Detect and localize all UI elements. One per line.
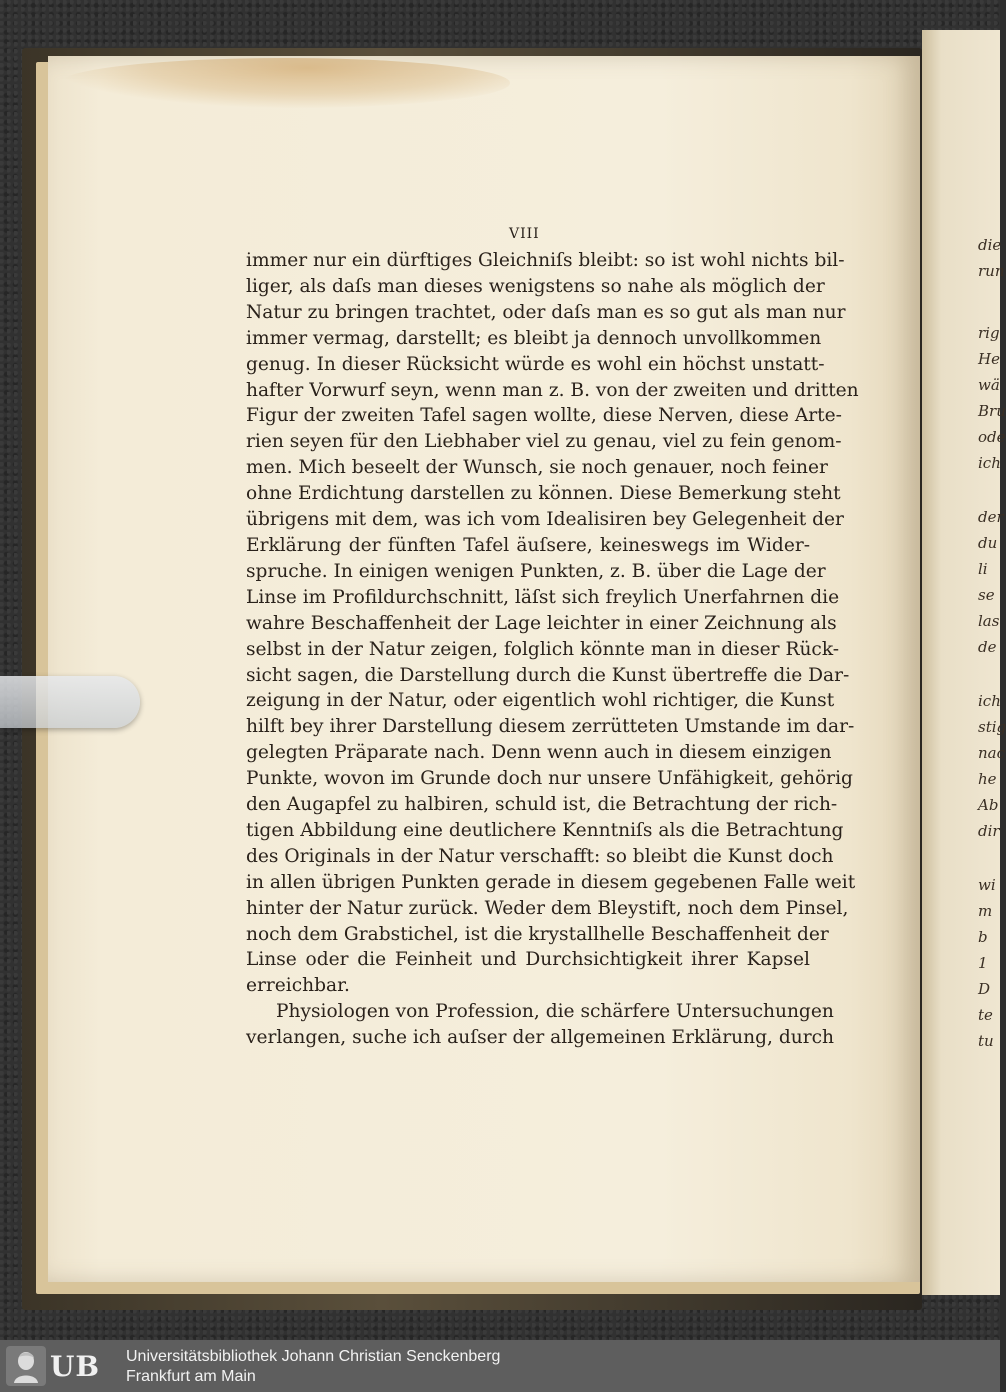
text-line: gelegten Präparate nach. Denn wenn auch in diesem einzigen [246, 742, 832, 764]
facing-page-fragment: 1 [978, 954, 988, 972]
page-holder-clip [0, 676, 140, 728]
text-line: men. Mich beseelt der Wunsch, sie noch genauer, noch feiner [246, 457, 828, 479]
facing-page-fragment: He [978, 350, 1000, 368]
facing-page-fragment: Ab [978, 796, 999, 814]
logo-text: UB [50, 1349, 101, 1383]
text-line: wahre Beschaffenheit der Lage leichter in einer Zeichnung als [246, 612, 837, 634]
facing-page-fragment: nac [978, 744, 1006, 762]
text-line: noch dem Grabstichel, ist die krystallhelle Beschaffenheit der [246, 923, 829, 945]
facing-page-fragment: stig [978, 718, 1006, 736]
library-name-line2: Frankfurt am Main [126, 1368, 256, 1385]
text-line: immer vermag, darstellt; es bleibt ja dennoch unvollkommen [246, 327, 822, 349]
text-line: übrigens mit dem, was ich vom Idealisiren bey Gelegenheit der [246, 509, 844, 531]
text-line: zeigung in der Natur, oder eigentlich wohl richtiger, die Kunst [246, 690, 835, 712]
facing-page-fragment: rig [978, 324, 1000, 342]
text-line: genug. In dieser Rücksicht würde es wohl ein höchst unstatt- [246, 353, 825, 375]
facing-page-fragment: ich [978, 454, 1001, 472]
text-line: Figur der zweiten Tafel sagen wollte, diese Nerven, diese Arte- [246, 405, 842, 427]
footer-bar [0, 1340, 1000, 1392]
text-line: immer nur ein dürftiges Gleichniſs bleibt: so ist wohl nichts bil- [246, 250, 845, 271]
text-line: hinter der Natur zurück. Weder dem Bleystift, noch dem Pinsel, [246, 897, 849, 919]
text-line: in allen übrigen Punkten gerade in diesem gegebenen Falle weit [246, 871, 856, 893]
facing-page-fragment: de [978, 638, 997, 656]
facing-page-fragment: m [978, 902, 993, 920]
facing-page-fragment: b [978, 928, 988, 946]
facing-page-fragment: wi [978, 876, 996, 894]
text-line: Natur zu bringen trachtet, oder daſs man es so gut als man nur [246, 301, 846, 323]
text-line: den Augapfel zu halbiren, schuld ist, die Betrachtung der rich- [246, 794, 838, 816]
facing-page-fragment: der [978, 508, 1004, 526]
text-line: Linse im Profildurchschnitt, läſst sich freylich Unerfahrnen die [246, 586, 840, 608]
text-line: rien seyen für den Liebhaber viel zu genau, viel zu fein genom- [246, 431, 842, 453]
text-line: verlangen, suche ich auſser der allgemeinen Erklärung, durch [246, 1027, 834, 1049]
facing-page-fragment: Bru [978, 402, 1006, 420]
text-line: hafter Vorwurf seyn, wenn man z. B. von der zweiten und dritten [246, 379, 859, 401]
facing-page [922, 30, 1000, 1295]
facing-page-fragment: las [978, 612, 1000, 630]
text-line: erreichbar. [246, 975, 350, 997]
body-text [246, 248, 859, 1051]
text-line: des Originals in der Natur verschafft: so bleibt die Kunst doch [246, 845, 834, 867]
text-line: selbst in der Natur zeigen, folglich könnte man in dieser Rück- [246, 638, 840, 660]
water-stain [60, 58, 510, 108]
facing-page-fragment: li [978, 560, 988, 578]
text-line: Punkte, wovon im Grunde doch nur unsere Unfähigkeit, gehörig [246, 768, 853, 790]
library-name-line1: Universitätsbibliothek Johann Christian Senckenberg [126, 1348, 501, 1365]
facing-page-fragment: dir [978, 822, 1000, 840]
text-line: tigen Abbildung eine deutlichere Kenntniſs als die Betrachtung [246, 819, 844, 841]
text-line: Linse oder die Feinheit und Durchsichtigkeit ihrer Kapsel [246, 949, 810, 971]
facing-page-fragment: ich [978, 692, 1001, 710]
text-line: sicht sagen, die Darstellung durch die Kunst übertreffe die Dar- [246, 664, 850, 686]
portrait-silhouette-icon [11, 1349, 41, 1383]
facing-page-fragment: du [978, 534, 998, 552]
facing-page-fragment: se [978, 586, 995, 604]
facing-page-fragment: die [978, 236, 1002, 254]
facing-page-fragment: run [978, 262, 1005, 280]
text-line: hilft bey ihrer Darstellung diesem zerrütteten Umstande im dar- [246, 716, 855, 738]
facing-page-fragment: te [978, 1006, 993, 1024]
text-line: ohne Erdichtung darstellen zu können. Diese Bemerkung steht [246, 483, 841, 505]
facing-page-fragment: ode [978, 428, 1006, 446]
page-number: VIII [509, 226, 540, 242]
facing-page-fragment: D [978, 980, 991, 998]
facing-page-fragment: wä [978, 376, 1000, 394]
text-line: spruche. In einigen wenigen Punkten, z. B. über die Lage der [246, 560, 826, 582]
facing-page-fragment: he [978, 770, 997, 788]
text-line: liger, als daſs man dieses wenigstens so nahe als möglich der [246, 275, 825, 297]
facing-page-fragment: tu [978, 1032, 994, 1050]
text-line: Erklärung der fünften Tafel äuſsere, keineswegs im Wider- [246, 534, 810, 556]
library-logo[interactable] [6, 1345, 116, 1387]
text-line: Physiologen von Profession, die schärfere Untersuchungen [276, 1001, 834, 1023]
portrait-icon [6, 1346, 46, 1386]
library-name [126, 1347, 500, 1387]
